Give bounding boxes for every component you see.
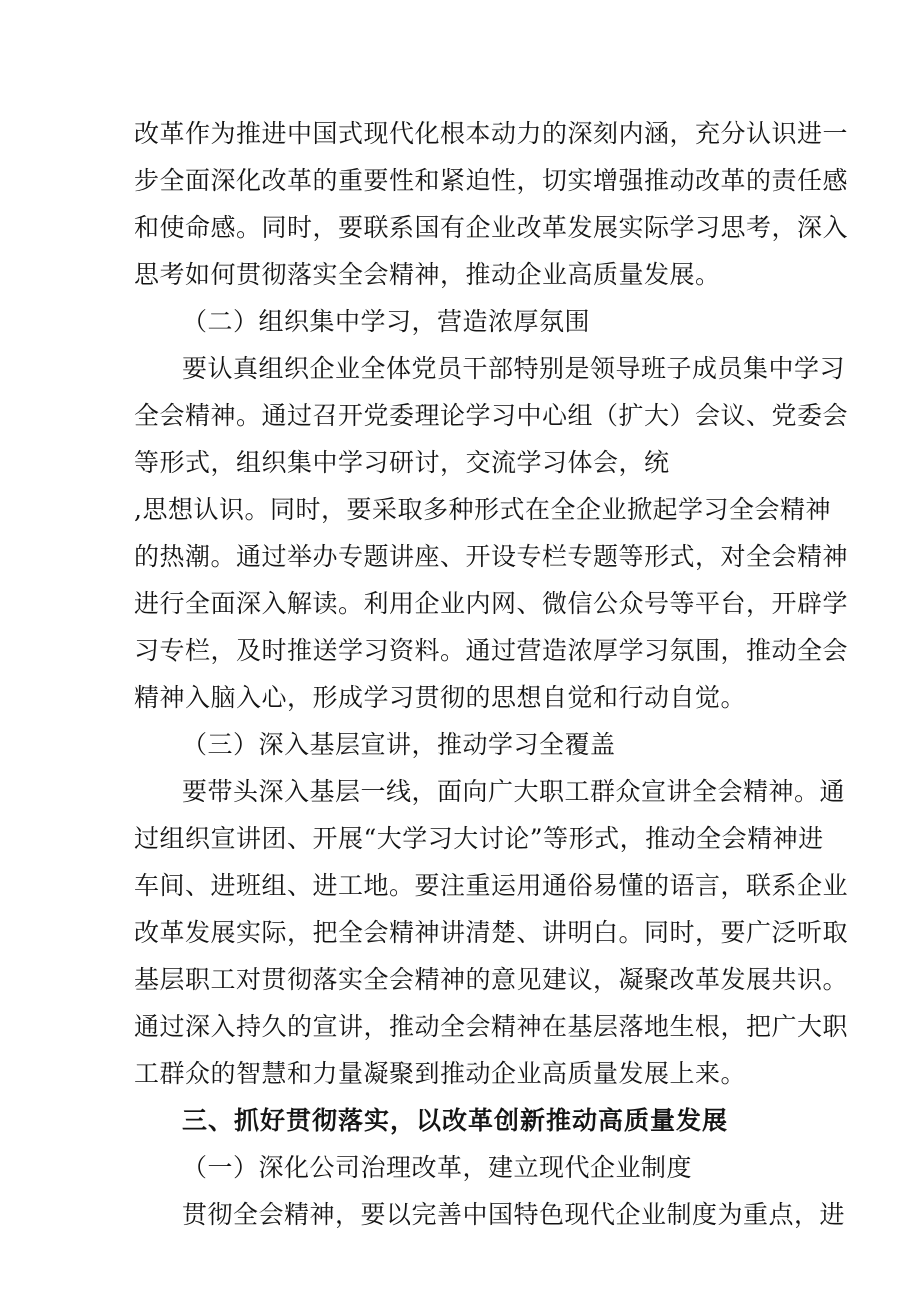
body-text-line: 改革发展实际，把全会精神讲清楚、讲明白。同时，要广泛听取: [134, 918, 849, 947]
body-text-line: 等形式，组织集中学习研讨，交流学习体会，统: [134, 448, 670, 477]
body-text-line: 过组织宣讲团、开展“大学习大讨论”等形式，推动全会精神进: [134, 824, 824, 853]
body-text-line: 工群众的智慧和力量凝聚到推动企业高质量发展上来。: [134, 1059, 747, 1088]
body-text-line: 思考如何贯彻落实全会精神，推动企业高质量发展。: [134, 260, 721, 289]
body-text-line: 要带头深入基层一线，面向广大职工群众宣讲全会精神。通: [182, 777, 846, 806]
body-text-line: 通过深入持久的宣讲，推动全会精神在基层落地生根，把广大职: [134, 1012, 849, 1041]
section-subheading-3-1: （一）深化公司治理改革，建立现代企业制度: [182, 1153, 693, 1182]
body-text-line: 进行全面深入解读。利用企业内网、微信公众号等平台，开辟学: [134, 589, 849, 618]
body-text-line: ,思想认识。同时，要采取多种形式在全企业掀起学习全会精神: [134, 495, 831, 524]
body-text-line: 精神入脑入心，形成学习贯彻的思想自觉和行动自觉。: [134, 683, 747, 712]
body-text-line: 习专栏，及时推送学习资料。通过营造浓厚学习氛围，推动全会: [134, 636, 849, 665]
body-text-line: 贯彻全会精神，要以完善中国特色现代企业制度为重点，进: [182, 1200, 846, 1229]
body-text-line: 要认真组织企业全体党员干部特别是领导班子成员集中学习: [182, 354, 846, 383]
body-text-line: 和使命感。同时，要联系国有企业改革发展实际学习思考，深入: [134, 213, 849, 242]
section-subheading-3: （三）深入基层宣讲，推动学习全覆盖: [182, 730, 616, 759]
body-text-line: 全会精神。通过召开党委理论学习中心组（扩大）会议、党委会: [134, 401, 849, 430]
body-text-line: 的热潮。通过举办专题讲座、开设专栏专题等形式，对全会精神: [134, 542, 849, 571]
section-heading-3: 三、抓好贯彻落实，以改革创新推动高质量发展: [182, 1106, 729, 1135]
body-text-line: 步全面深化改革的重要性和紧迫性，切实增强推动改革的责任感: [134, 166, 849, 195]
body-text-line: 改革作为推进中国式现代化根本动力的深刻内涵，充分认识进一: [134, 119, 849, 148]
body-text-line: 车间、进班组、进工地。要注重运用通俗易懂的语言，联系企业: [134, 871, 849, 900]
section-subheading-2: （二）组织集中学习，营造浓厚氛围: [182, 307, 591, 336]
body-text-line: 基层职工对贯彻落实全会精神的意见建议，凝聚改革发展共识。: [134, 965, 849, 994]
